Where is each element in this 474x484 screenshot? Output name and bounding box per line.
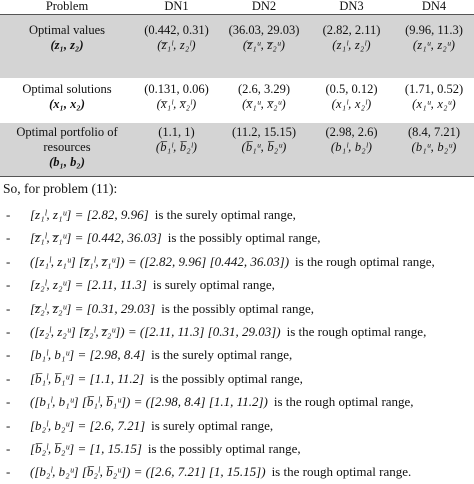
bullet: - bbox=[6, 230, 11, 246]
cell-value: (0.442, 0.31) bbox=[144, 23, 209, 37]
range-description: is the possibly optimal range, bbox=[150, 370, 303, 386]
row-label-text: Optimal solutions bbox=[22, 82, 112, 96]
cell-symbols: (z₁ˡ, z₂ˡ) bbox=[332, 38, 371, 52]
results-table bbox=[0, 0, 474, 177]
cell-value: (2.98, 2.6) bbox=[325, 125, 378, 139]
table-cell bbox=[309, 15, 394, 79]
range-expression: ([b₂ˡ, b₂ᵘ] [b̅₂ˡ, b̅₂ᵘ]) = ([2.6, 7.21] [1, 15.15]) bbox=[30, 464, 266, 480]
range-description: is the possibly optimal range, bbox=[161, 300, 314, 316]
row-label bbox=[0, 78, 134, 123]
list-item bbox=[0, 226, 474, 249]
table-cell bbox=[394, 15, 474, 79]
bullet: - bbox=[6, 207, 11, 222]
range-expression: ([z₁ˡ, z₁ᵘ] [z̅₁ˡ, z̅₁ᵘ]) = ([2.82, 9.96] [0.442, 36.03]) bbox=[30, 253, 290, 269]
range-description: is surely optimal range, bbox=[152, 277, 275, 293]
cell-value: (0.131, 0.06) bbox=[144, 82, 209, 96]
header-dn3: DN3 bbox=[309, 0, 394, 15]
range-expression: [z₂ˡ, z₂ᵘ] = [2.11, 11.3] bbox=[30, 277, 147, 293]
range-expression: ([z₂ˡ, z₂ᵘ] [z̅₂ˡ, z̅₂ᵘ]) = ([2.11, 11.3] [0.31, 29.03]) bbox=[30, 323, 281, 339]
bullet: - bbox=[6, 347, 11, 363]
range-list bbox=[0, 203, 474, 484]
cell-value: (1.71, 0.52) bbox=[404, 82, 464, 96]
cell-symbols: (x̅₁ˡ, x̅₂ˡ) bbox=[156, 97, 197, 111]
cell-symbols: (z₁ᵘ, z₂ᵘ) bbox=[412, 38, 456, 52]
row-label-symbols: (b₁, b₂) bbox=[49, 155, 85, 169]
table-cell bbox=[134, 123, 219, 177]
list-item bbox=[0, 367, 474, 390]
range-description: is the possibly optimal range, bbox=[147, 440, 301, 456]
cell-symbols: (b₁ᵘ, b₂ᵘ) bbox=[411, 140, 457, 154]
bullet: - bbox=[6, 394, 11, 410]
cell-value: (36.03, 29.03) bbox=[228, 23, 300, 37]
row-label-symbols: (z₁, z₂) bbox=[50, 38, 84, 52]
cell-symbols: (b̅₁ᵘ, b̅₂ᵘ) bbox=[241, 140, 287, 154]
bullet: - bbox=[6, 277, 11, 293]
cell-symbols: (x₁ˡ, x₂ˡ) bbox=[331, 97, 372, 111]
row-label bbox=[0, 15, 134, 79]
list-item bbox=[0, 390, 474, 413]
cell-value: (0.5, 0.12) bbox=[325, 82, 378, 96]
table-cell bbox=[309, 123, 394, 177]
table-cell bbox=[394, 123, 474, 177]
list-item bbox=[0, 297, 474, 320]
range-expression: [z̅₂ˡ, z̅₂ᵘ] = [0.31, 29.03] bbox=[30, 300, 156, 316]
row-label-text: Optimal values bbox=[28, 23, 106, 37]
table-cell bbox=[394, 78, 474, 123]
range-expression: [b₁ˡ, b₁ᵘ] = [2.98, 8.4] bbox=[30, 347, 146, 363]
cell-symbols: (b̅₁ˡ, b̅₂ˡ) bbox=[155, 140, 198, 154]
range-expression: [b̅₁ˡ, b̅₁ᵘ] = [1.1, 11.2] bbox=[30, 370, 145, 386]
range-expression: ([b₁ˡ, b₁ᵘ] [b̅₁ˡ, b̅₁ᵘ]) = ([2.98, 8.4] [1.1, 11.2]) bbox=[30, 394, 268, 410]
bullet: - bbox=[6, 323, 11, 339]
row-label-symbols: (x₁, x₂) bbox=[49, 97, 85, 111]
range-expression: [b̅₂ˡ, b̅₂ᵘ] = [1, 15.15] bbox=[30, 440, 142, 456]
bullet: - bbox=[6, 370, 11, 386]
table-cell bbox=[134, 78, 219, 123]
range-description: is the rough optimal range, bbox=[295, 253, 435, 269]
table-row bbox=[0, 123, 474, 177]
intro-text: So, for problem (11): bbox=[3, 181, 118, 196]
list-item bbox=[0, 437, 474, 460]
range-expression: [z₁ˡ, z₁ᵘ] = [2.82, 9.96] bbox=[30, 207, 149, 222]
row-label-text: Optimal portfolio of resources bbox=[16, 125, 118, 154]
list-item bbox=[0, 414, 474, 437]
list-item bbox=[0, 203, 474, 226]
bullet: - bbox=[6, 464, 11, 480]
cell-symbols: (z̅₁ᵘ, z̅₂ᵘ) bbox=[242, 38, 286, 52]
cell-value: (1.1, 1) bbox=[158, 125, 195, 139]
cell-symbols: (z̅₁ˡ, z₂ˡ) bbox=[157, 38, 196, 52]
list-item bbox=[0, 460, 474, 483]
range-expression: [z̅₁ˡ, z̅₁ᵘ] = [0.442, 36.03] bbox=[30, 230, 162, 246]
range-description: is the surely optimal range, bbox=[151, 347, 293, 363]
list-item bbox=[0, 273, 474, 296]
table-header-row bbox=[0, 0, 474, 15]
table-row bbox=[0, 78, 474, 123]
table-cell bbox=[219, 123, 309, 177]
list-item bbox=[0, 343, 474, 366]
range-expression: [b₂ˡ, b₂ᵘ] = [2.6, 7.21] bbox=[30, 417, 146, 433]
row-label bbox=[0, 123, 134, 177]
table-cell bbox=[309, 78, 394, 123]
bullet: - bbox=[6, 300, 11, 316]
cell-symbols: (x̅₁ᵘ, x̅₂ᵘ) bbox=[242, 97, 286, 111]
cell-value: (8.4, 7.21) bbox=[407, 125, 461, 139]
range-description: is the possibly optimal range, bbox=[167, 230, 321, 246]
range-description: is the rough optimal range, bbox=[273, 394, 414, 410]
table-cell bbox=[219, 78, 309, 123]
range-description: is the surely optimal range, bbox=[154, 207, 296, 222]
cell-symbols: (x₁ᵘ, x₂ᵘ) bbox=[412, 97, 456, 111]
bullet: - bbox=[6, 440, 11, 456]
cell-value: (2.6, 3.29) bbox=[237, 82, 291, 96]
cell-symbols: (b₁ˡ, b₂ˡ) bbox=[330, 140, 373, 154]
table-row bbox=[0, 15, 474, 79]
header-problem: Problem bbox=[0, 0, 134, 15]
table-cell bbox=[134, 15, 219, 79]
header-dn1: DN1 bbox=[134, 0, 219, 15]
header-dn4: DN4 bbox=[394, 0, 474, 15]
cell-value: (9.96, 11.3) bbox=[405, 23, 463, 37]
range-description: is surely optimal range, bbox=[151, 417, 274, 433]
range-description: is the rough optimal range, bbox=[286, 323, 427, 339]
table-cell bbox=[219, 15, 309, 79]
header-dn2: DN2 bbox=[219, 0, 309, 15]
bullet: - bbox=[6, 417, 11, 433]
list-item bbox=[0, 250, 474, 273]
range-description: is the rough optimal range. bbox=[271, 464, 412, 480]
bullet: - bbox=[6, 253, 11, 269]
list-item bbox=[0, 320, 474, 343]
cell-value: (11.2, 15.15) bbox=[231, 125, 297, 139]
cell-value: (2.82, 2.11) bbox=[322, 23, 381, 37]
